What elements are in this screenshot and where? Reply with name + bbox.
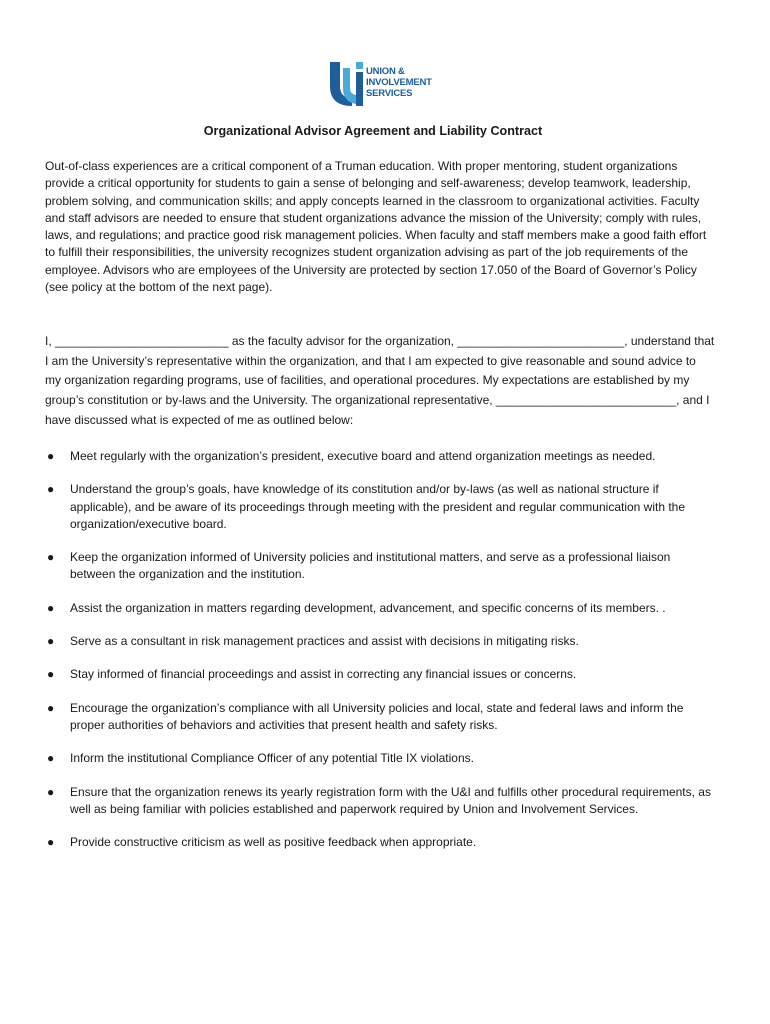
intro-paragraph: Out-of-class experiences are a critical component of a Truman education. With proper mentoring, student organizations provide a critical opportunity for students to gain a sense of belonging and self-awareness; develop teamwork, leadership, problem solving, and communication skills; and apply concepts learned in the classroom to organizational activities. Faculty and staff advisors are needed to ensure that student organizations advance the mission of the University; comply with rules, laws, and regulations; and practice good risk management policies. When faculty and staff members make a good faith effort to fulfill their responsibilities, the university recognizes student organization advising as part of the job requirements of the employee. Advisors who are employees of the University are protected by section 17.050 of the Board of Governor’s Policy (see policy at the bottom of the next page). <box>45 159 707 295</box>
list-item-text: Ensure that the organization renews its yearly registration form with the U&I and fulfills other procedural requirements, as well as being familiar with policies established and paperwork required by Union and Involvement Services. <box>70 784 711 816</box>
bullet-icon: ● <box>47 482 55 497</box>
logo-line-3: SERVICES <box>366 88 413 99</box>
list-item <box>45 750 715 767</box>
list-item <box>45 481 715 533</box>
u-logo-dot <box>356 62 363 69</box>
logo-text <box>366 66 432 99</box>
list-item-text: Encourage the organization’s compliance with all University policies and local, state and federal laws and inform the proper authorities of behaviors and activities that present health and safety risks. <box>70 700 684 732</box>
logo-line-1: UNION & <box>366 66 405 77</box>
bullet-icon: ● <box>47 751 55 766</box>
list-item <box>45 700 715 735</box>
bullet-icon: ● <box>47 667 55 682</box>
u-logo-bar <box>356 72 363 106</box>
organization-name-blank[interactable]: _________________________ <box>457 334 625 348</box>
pledge-text-1: I, <box>45 334 56 348</box>
pledge-text-3: , understand that I am the University’s representative within the organization, and that I am expected to give reasonable and sound advice to my organization regarding programs, use of facilities, and operational procedures. My expectations are established by my group’s constitution or by-laws and the University. The organizational representative, <box>45 334 715 408</box>
bullet-icon: ● <box>47 550 55 565</box>
list-item <box>45 448 715 465</box>
list-item <box>45 600 715 617</box>
list-item <box>45 549 715 584</box>
bullet-icon: ● <box>47 835 55 850</box>
list-item <box>45 834 715 851</box>
representative-name-blank[interactable]: ___________________________ <box>495 393 677 408</box>
bullet-icon: ● <box>47 784 55 799</box>
list-item-text: Stay informed of financial proceedings and assist in correcting any financial issues or concerns. <box>70 667 577 682</box>
list-item-text: Provide constructive criticism as well as positive feedback when appropriate. <box>70 835 477 850</box>
responsibilities-list <box>45 448 715 851</box>
document-title: Organizational Advisor Agreement and Liability Contract <box>203 124 543 138</box>
list-item-text: Inform the institutional Compliance Officer of any potential Title IX violations. <box>70 751 474 766</box>
pledge-text-4: , and I have discussed what is expected of me as outlined below: <box>45 393 710 427</box>
bullet-icon: ● <box>47 600 55 615</box>
logo-line-2: INVOLVEMENT <box>366 77 432 88</box>
pledge-text-2: as the faculty advisor for the organization, <box>228 334 458 348</box>
list-item-text: Keep the organization informed of University policies and institutional matters, and serve as a professional liaison between the organization and the institution. <box>70 550 671 582</box>
list-item <box>45 784 715 819</box>
advisor-name-blank[interactable]: __________________________ <box>55 334 229 348</box>
list-item <box>45 633 715 650</box>
pledge-paragraph <box>45 332 715 431</box>
bullet-icon: ● <box>47 634 55 649</box>
list-item <box>45 666 715 683</box>
list-item-text: Meet regularly with the organization’s president, executive board and attend organization meetings as needed. <box>70 449 656 463</box>
list-item-text: Assist the organization in matters regarding development, advancement, and specific concerns of its members. . <box>70 600 666 615</box>
list-item-text: Understand the group’s goals, have knowledge of its constitution and/or by-laws (as well as national structure if applicable), and be aware of its proceedings through meeting with the president and regular communication with the organization/executive board. <box>70 482 686 531</box>
bullet-icon: ● <box>47 449 55 463</box>
list-item-text: Serve as a consultant in risk management practices and assist with decisions in mitigating risks. <box>70 634 579 649</box>
bullet-icon: ● <box>47 700 55 715</box>
